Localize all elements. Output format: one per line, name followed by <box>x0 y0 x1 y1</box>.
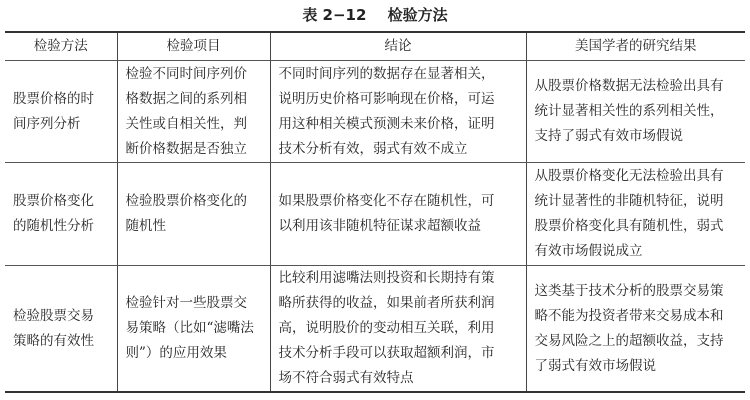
method-cell <box>5 163 117 266</box>
findings-cell <box>526 266 745 393</box>
findings-cell <box>526 61 745 163</box>
header-conclusion: 结论 <box>270 32 526 61</box>
cell-text-line: 不同时间序列的数据存在显著相关， <box>278 65 495 82</box>
cell-text-line: 高，说明股价的变动相互关联，利用 <box>278 320 495 336</box>
cell-text-line: 股票价格变化 <box>13 193 94 209</box>
item-cell <box>117 61 270 163</box>
cell-text-line: 股票价格变化具有随机性，弱式 <box>534 218 724 234</box>
cell-text-line: 了弱式有效市场假说 <box>534 357 656 374</box>
findings-cell <box>526 163 745 266</box>
conclusion-cell <box>270 61 526 163</box>
cell-text-line: 策略的有效性 <box>13 332 94 349</box>
cell-text-line: 断价格数据是否独立 <box>125 140 247 157</box>
conclusion-cell <box>270 266 526 393</box>
cell-text-line: 以利用该非随机特征谋求超额收益 <box>278 218 481 234</box>
header-us-findings: 美国学者的研究结果 <box>526 32 745 61</box>
table-row <box>5 61 745 163</box>
cell-text-line: 从股票价格变化无法检验出具有 <box>534 168 724 184</box>
cell-text-line: 关性或自相关性，判 <box>125 115 247 132</box>
cell-text-line: 如果股票价格变化不存在随机性，可 <box>278 193 495 209</box>
cell-text-line: 检验不同时间序列价 <box>125 65 247 82</box>
cell-text-line: 检验针对一些股票交 <box>125 295 247 311</box>
cell-text-line: 略所获得的收益，如果前者所获利润 <box>278 295 495 311</box>
cell-text-line: 有效市场假说成立 <box>534 243 643 259</box>
cell-text-line: 交易风险之上的超额收益，支持 <box>534 332 724 349</box>
method-cell <box>5 266 117 393</box>
cell-text-line: 略不能为投资者带来交易成本和 <box>534 307 724 324</box>
cell-text-line: 的随机性分析 <box>13 218 94 234</box>
cell-text-line: 这类基于技术分析的股票交易策 <box>534 282 724 299</box>
cell-text-line: 检验股票价格变化的 <box>125 193 247 209</box>
table-number: 表 2−12 <box>302 6 367 24</box>
table-title: 检验方法 <box>387 6 448 24</box>
header-item: 检验项目 <box>117 32 270 61</box>
item-cell <box>117 163 270 266</box>
table-row <box>5 266 745 393</box>
cell-text-line: 统计显著性的非随机特征，说明 <box>534 193 724 209</box>
cell-text-line: 则”）的应用效果 <box>125 345 227 361</box>
table-row <box>5 163 745 266</box>
item-cell <box>117 266 270 393</box>
cell-text-line: 场不符合弱式有效特点 <box>278 370 414 386</box>
cell-text-line: 随机性 <box>125 218 166 234</box>
cell-text-line: 说明历史价格可影响现在价格，可运 <box>278 90 495 107</box>
conclusion-cell <box>270 163 526 266</box>
cell-text-line: 用这种相关模式预测未来价格，证明 <box>278 115 495 132</box>
cell-text-line: 支持了弱式有效市场假说 <box>534 128 683 144</box>
cell-text-line: 间序列分析 <box>13 115 81 132</box>
cell-text-line: 比较利用滤嘴法则投资和长期持有策 <box>278 270 495 286</box>
cell-text-line: 检验股票交易 <box>13 307 94 324</box>
cell-text-line: 从股票价格数据无法检验出具有 <box>534 78 724 94</box>
cell-text-line: 易策略（比如“滤嘴法 <box>125 320 254 336</box>
cell-text-line: 股票价格的时 <box>13 90 94 107</box>
cell-text-line: 统计显著相关性的系列相关性， <box>534 103 724 119</box>
table-caption <box>0 4 750 25</box>
cell-text-line: 格数据之间的系列相 <box>125 90 247 107</box>
cell-text-line: 技术分析有效，弱式有效不成立 <box>278 140 468 157</box>
header-method: 检验方法 <box>5 32 117 61</box>
header-row <box>5 32 745 61</box>
cell-text-line: 技术分析手段可以获取超额利润，市 <box>278 345 495 361</box>
test-methods-table <box>5 31 745 393</box>
method-cell <box>5 61 117 163</box>
